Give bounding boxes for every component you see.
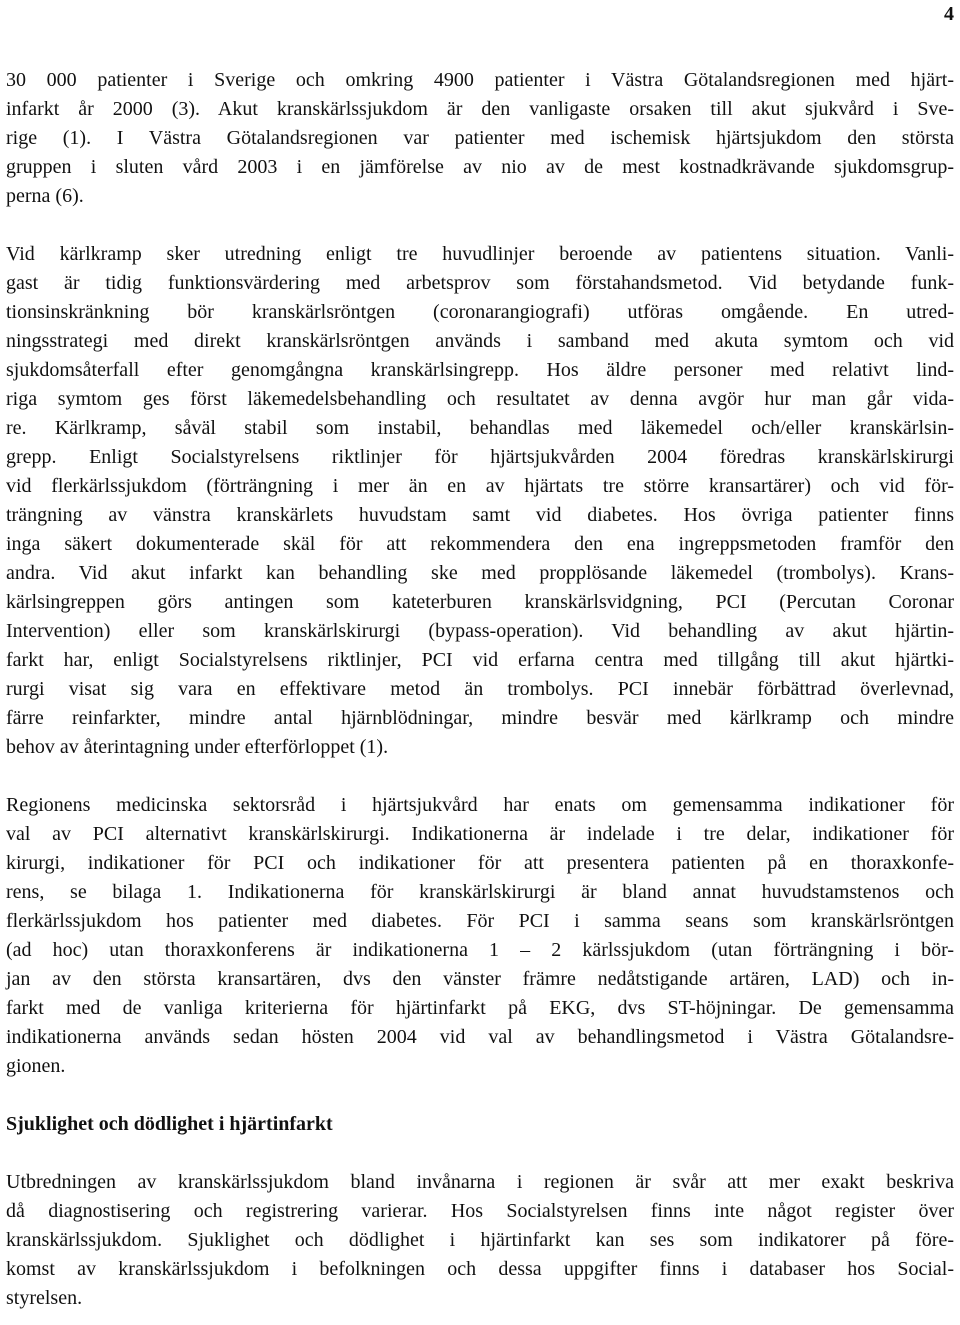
text-line: perna (6).: [6, 185, 84, 207]
text-line: farkt med de vanliga kriterierna för hjärtinfarkt på EKG, dvs ST-höjningar. De gemensamma: [6, 997, 954, 1019]
text-line: rens, se bilaga 1. Indikationerna för kranskärlskirurgi är bland annat huvudstamstenos och: [6, 881, 954, 903]
text-line: jan av den största kransartären, dvs den vänster främre nedåtstigande artären, LAD) och in-: [6, 968, 954, 990]
text-line: Vid kärlkramp sker utredning enligt tre huvudlinjer beroende av patientens situation. Vanli-: [6, 243, 954, 265]
text-line: inga säkert dokumenterade skäl för att rekommendera den ena ingreppsmetoden framför den: [6, 533, 954, 555]
text-line: rurgi visat sig vara en effektivare metod än trombolys. PCI innebär förbättrad överlevnad,: [6, 678, 954, 700]
text-line: ningsstrategi med direkt kranskärlsröntgen används i samband med akuta symtom och vid: [6, 330, 954, 352]
text-line: andra. Vid akut infarkt kan behandling ske med propplösande läkemedel (trombolys). Krans-: [6, 562, 954, 584]
text-line: re. Kärlkramp, såväl stabil som instabil, behandlas med läkemedel och/eller kranskärlsin-: [6, 417, 954, 439]
text-line: styrelsen.: [6, 1287, 83, 1309]
text-line: trängning av vänstra kranskärlets huvudstam samt vid diabetes. Hos övriga patienter finns: [6, 504, 954, 526]
text-line: tionsinskränkning bör kranskärlsröntgen (coronarangiografi) utföras omgående. En utred-: [6, 301, 954, 323]
paragraph-indications: [6, 791, 954, 1081]
text-line: komst av kranskärlssjukdom i befolkningen och dessa uppgifter finns i databaser hos Social-: [6, 1258, 954, 1280]
paragraph-morbidity: [6, 1168, 954, 1313]
section-heading: Sjuklighet och dödlighet i hjärtinfarkt: [6, 1113, 333, 1135]
text-column: [6, 66, 954, 1313]
paragraph-angina-treatment: [6, 240, 954, 762]
text-line: då diagnostisering och registrering varierar. Hos Socialstyrelsen finns inte något register över: [6, 1200, 954, 1222]
text-line: riga symtom ges först läkemedelsbehandling och resultatet av denna avgör hur man går vida-: [6, 388, 954, 410]
text-line: flerkärlssjukdom hos patienter med diabetes. För PCI i samma seans som kranskärlsröntgen: [6, 910, 954, 932]
page-number: 4: [944, 3, 954, 25]
text-line: 30 000 patienter i Sverige och omkring 4900 patienter i Västra Götalandsregionen med hjärt-: [6, 69, 954, 91]
text-line: gast är tidig funktionsvärdering med arbetsprov som förstahandsmetod. Vid betydande funk-: [6, 272, 954, 294]
text-line: Intervention) eller som kranskärlskirurgi (bypass-operation). Vid behandling av akut hjärtin-: [6, 620, 954, 642]
text-line: gruppen i sluten vård 2003 i en jämförelse av nio av de mest kostnadkrävande sjukdomsgrup-: [6, 156, 954, 178]
text-line: grepp. Enligt Socialstyrelsens riktlinjer för hjärtsjukvården 2004 föredras kranskärlskirurgi: [6, 446, 954, 468]
text-line: farkt har, enligt Socialstyrelsens riktlinjer, PCI vid erfarna centra med tillgång till akut hjärtki-: [6, 649, 954, 671]
text-line: sjukdomsåterfall efter genomgångna kranskärlsingrepp. Hos äldre personer med relativt lind-: [6, 359, 954, 381]
text-line: (ad hoc) utan thoraxkonferens är indikationerna 1 – 2 kärlssjukdom (utan förträngning i bör-: [6, 939, 954, 961]
text-line: kranskärlssjukdom. Sjuklighet och dödlighet i hjärtinfarkt kan ses som indikatorer på före-: [6, 1229, 954, 1251]
text-line: behov av återintagning under efterförloppet (1).: [6, 736, 389, 758]
text-line: val av PCI alternativt kranskärlskirurgi. Indikationerna är indelade i tre delar, indikationer för: [6, 823, 954, 845]
text-line: rige (1). I Västra Götalandsregionen var patienter med ischemisk hjärtsjukdom den största: [6, 127, 954, 149]
text-line: kärlsingreppen görs antingen som kateterburen kranskärlsvidgning, PCI (Percutan Coronar: [6, 591, 954, 613]
text-line: infarkt år 2000 (3). Akut kranskärlssjukdom är den vanligaste orsaken till akut sjukvård i Sve-: [6, 98, 954, 120]
text-line: Regionens medicinska sektorsråd i hjärtsjukvård har enats om gemensamma indikationer för: [6, 794, 954, 816]
text-line: färre reinfarkter, mindre antal hjärnblödningar, mindre besvär med kärlkramp och mindre: [6, 707, 954, 729]
text-line: vid flerkärlssjukdom (förträngning i mer än en av hjärtats tre större kransartärer) och vid för-: [6, 475, 954, 497]
text-line: indikationerna används sedan hösten 2004 vid val av behandlingsmetod i Västra Götalandsre-: [6, 1026, 954, 1048]
paragraph-prevalence: [6, 66, 954, 211]
text-line: Utbredningen av kranskärlssjukdom bland invånarna i regionen är svår att mer exakt beskriva: [6, 1171, 954, 1193]
text-line: gionen.: [6, 1055, 66, 1077]
text-line: kirurgi, indikationer för PCI och indikationer för att presentera patienten på en thoraxkonfe-: [6, 852, 954, 874]
